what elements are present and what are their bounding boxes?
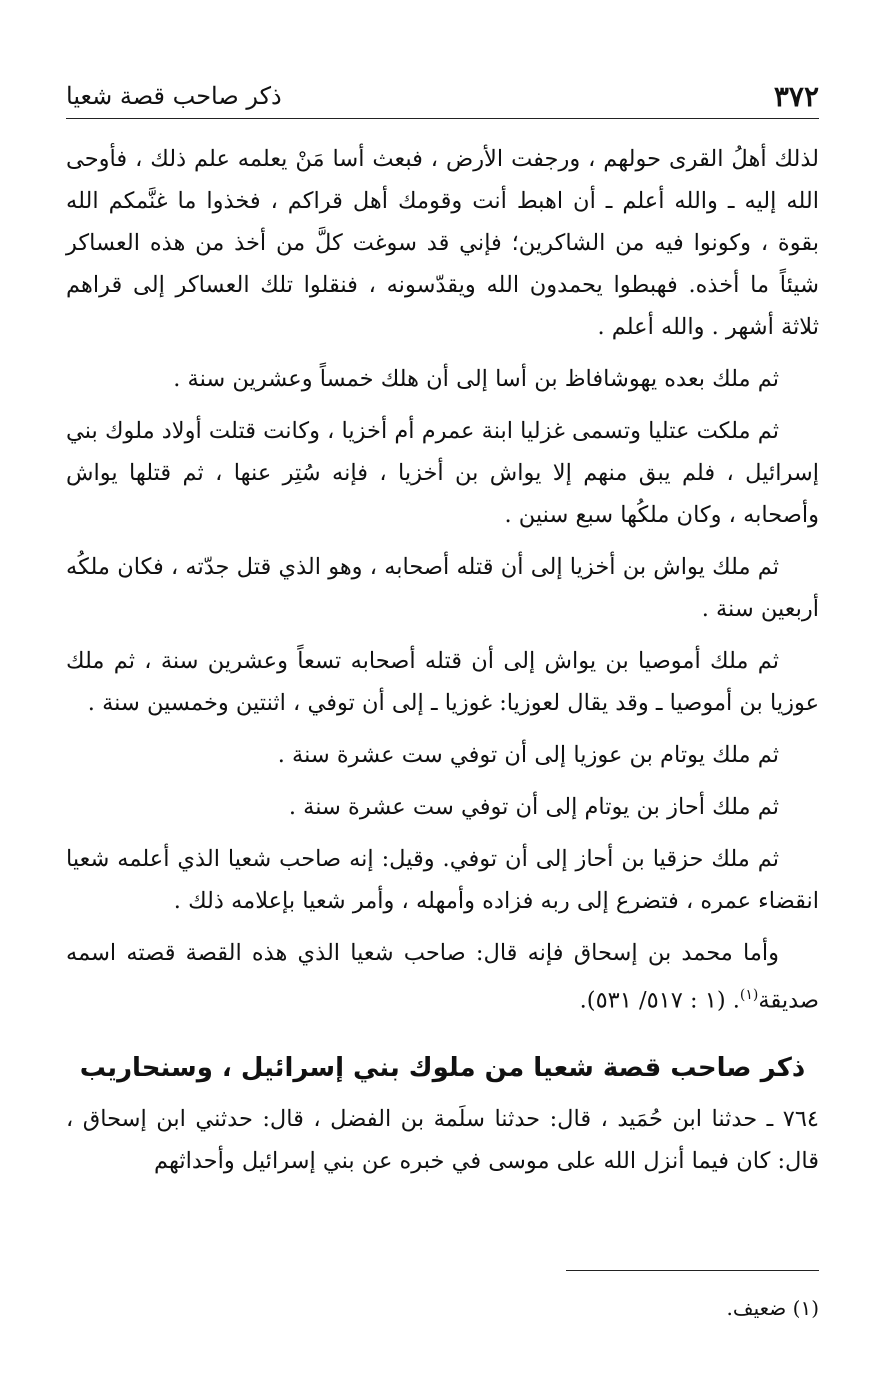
paragraph: ثم ملكت عتليا وتسمى غزليا ابنة عمرم أم أخزيا ، وكانت قتلت أولاد ملوك بني إسرائيل ، فلم يبق منهم إلا يواش بن أخزيا ، فإنه سُتِر عنها ، ثم قتلها يواش وأصحابه ، وكان ملكُها سبع سنين . — [66, 418, 819, 528]
paragraph: ثم ملك حزقيا بن أحاز إلى أن توفي. وقيل: إنه صاحب شعيا الذي أعلمه شعيا انقضاء عمره ، فتضرع إلى ربه فزاده وأمهله ، وأمر شعيا بإعلامه ذلك . — [66, 846, 819, 914]
paragraph: ثم ملك يوتام بن عوزيا إلى أن توفي ست عشرة سنة . — [277, 742, 779, 768]
page-number: ٣٧٢ — [773, 80, 819, 113]
paragraph: لذلك أهلُ القرى حولهم ، ورجفت الأرض ، فبعث أسا مَنْ يعلمه علم ذلك ، فأوحى الله إليه ـ والله أعلم ـ أن اهبط أنت وقومك أهل قراكم ، فخذوا ما غنَّمكم الله بقوة ، وكونوا فيه من الشاكرين؛ فإني قد سوغت كلَّ من أخذ من هذه العساكر شيئاً ما أخذه. فهبطوا يحمدون الله ويقدّسونه ، فنقلوا تلك العساكر إلى قراهم ثلاثة أشهر . والله أعلم . — [66, 146, 819, 340]
footnote-marker: (١) — [739, 987, 759, 1003]
footnote — [727, 1296, 819, 1320]
paragraph: ثم ملك أحاز بن يوتام إلى أن توفي ست عشرة سنة . — [288, 794, 779, 820]
hadith-paragraph: ٧٦٤ ـ حدثنا ابن حُمَيد ، قال: حدثنا سلَمة بن الفضل ، قال: حدثني ابن إسحاق ، قال: كان فيما أنزل الله على موسى في خبره عن بني إسرائيل وأحداثهم — [66, 1105, 819, 1174]
paragraph-with-footnote — [66, 932, 819, 1022]
paragraph: ثم ملك بعده يهوشافاظ بن أسا إلى أن هلك خمساً وعشرين سنة . — [173, 366, 779, 392]
section-heading: ذكر صاحب قصة شعيا من ملوك بني إسرائيل ، وسنحاريب — [79, 1052, 806, 1083]
footnote-text: ضعيف. — [726, 1296, 787, 1320]
footnote-number: (١) — [792, 1296, 819, 1320]
running-title: ذكر صاحب قصة شعيا — [66, 82, 282, 110]
paragraph: ثم ملك أموصيا بن يواش إلى أن قتله أصحابه تسعاً وعشرين سنة ، ثم ملك عوزيا بن أموصيا ـ وقد يقال لعوزيا: غوزيا ـ إلى أن توفي ، اثنتين وخمسين سنة . — [66, 648, 819, 716]
source-reference: . (١ : ٥١٧/ ٥٣١). — [579, 987, 740, 1014]
page-body — [66, 138, 819, 1192]
paragraph: ثم ملك يواش بن أخزيا إلى أن قتله أصحابه ، وهو الذي قتل جدّته ، فكان ملكُه أربعين سنة . — [66, 554, 819, 622]
paragraph-text: وأما محمد بن إسحاق فإنه قال: صاحب شعيا الذي هذه القصة قصته اسمه صديقة — [66, 940, 819, 1014]
page-header — [66, 78, 819, 119]
footnote-divider — [566, 1270, 819, 1271]
